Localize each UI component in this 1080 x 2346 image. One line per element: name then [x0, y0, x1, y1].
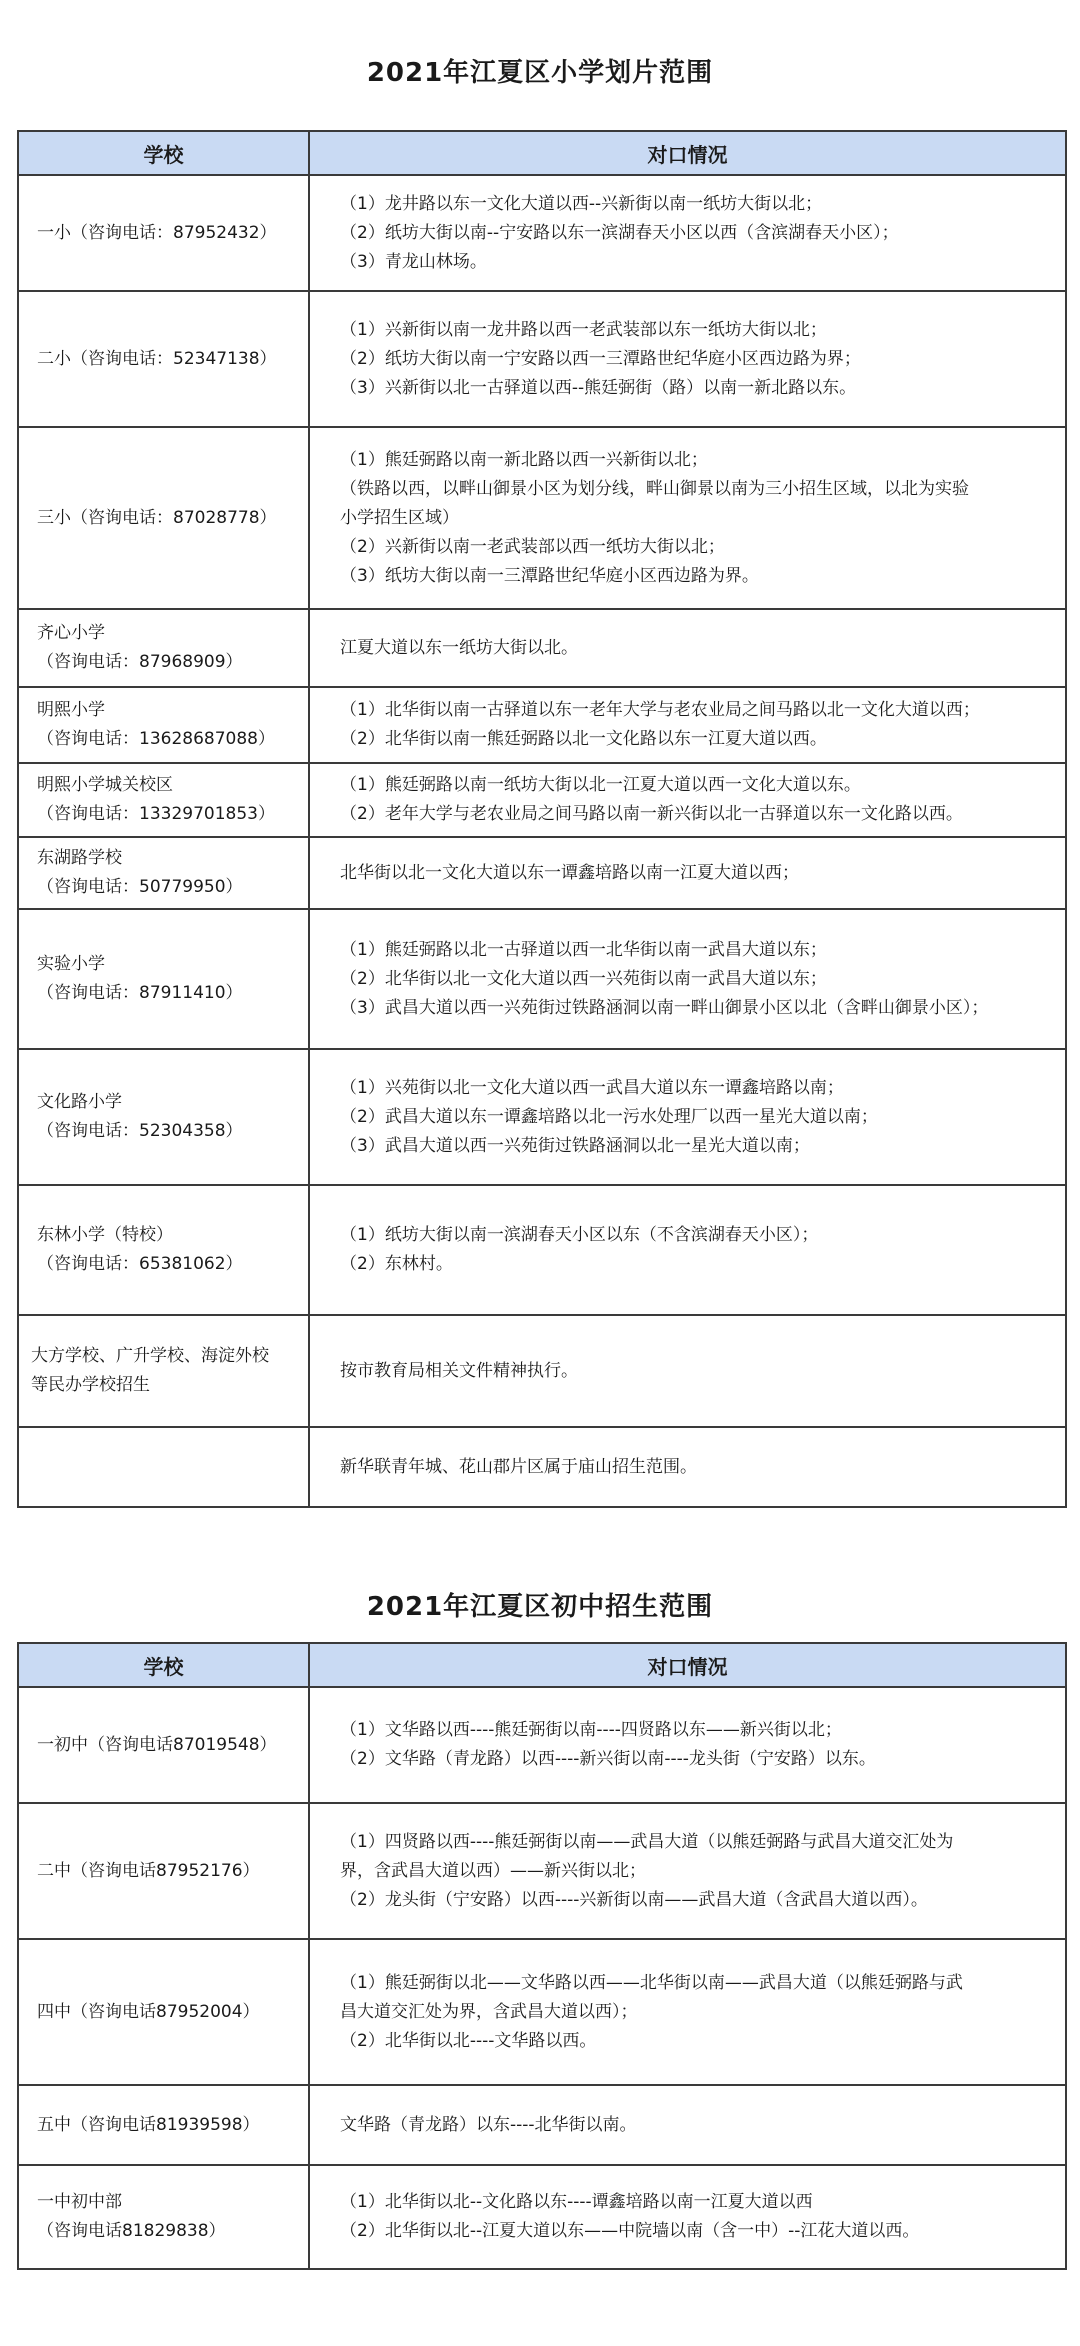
school-name: 文化路小学 — [37, 1092, 122, 1112]
school-cell — [18, 2165, 309, 2269]
school-cell — [18, 837, 309, 909]
school-name: 三小（咨询电话：87028778） — [37, 507, 277, 528]
table-row — [18, 2085, 1066, 2165]
school-name: 二小（咨询电话：52347138） — [37, 348, 277, 369]
range-cell — [309, 763, 1066, 837]
table-row — [18, 1315, 1066, 1427]
school-phone: （咨询电话：87968909） — [37, 652, 243, 672]
table-row — [18, 291, 1066, 427]
range-line: （1）纸坊大街以南一滨湖春天小区以东（不含滨湖春天小区）； — [340, 1225, 819, 1245]
range-line: （1）熊廷弼路以北一古驿道以西一北华街以南一武昌大道以东； — [340, 939, 827, 960]
range-cell — [309, 909, 1066, 1049]
range-line: （2）武昌大道以东一谭鑫培路以北一污水处理厂以西一星光大道以南； — [340, 1106, 878, 1127]
middle-table — [17, 1642, 1067, 2270]
table-row — [18, 609, 1066, 687]
school-name: 一初中（咨询电话87019548） — [37, 1734, 277, 1755]
table-row — [18, 1687, 1066, 1803]
school-name: 一小（咨询电话：87952432） — [37, 222, 277, 243]
school-phone: （咨询电话：13628687088） — [37, 729, 275, 749]
range-line: （3）武昌大道以西一兴苑街过铁路涵洞以南一畔山御景小区以北（含畔山御景小区）； — [340, 997, 989, 1018]
table-row — [18, 1939, 1066, 2085]
school-name: 实验小学 — [37, 954, 105, 974]
range-line: （2）老年大学与老农业局之间马路以南一新兴街以北一古驿道以东一文化路以西。 — [340, 804, 963, 824]
range-cell — [309, 687, 1066, 763]
range-line: 昌大道交汇处为界，含武昌大道以西）； — [340, 2001, 638, 2022]
school-name: 东湖路学校 — [37, 848, 122, 868]
range-cell — [309, 1687, 1066, 1803]
table-row — [18, 1049, 1066, 1185]
school-name: 五中（咨询电话81939598） — [37, 2114, 260, 2135]
school-cell — [18, 175, 309, 291]
school-phone: （咨询电话：87911410） — [37, 983, 243, 1003]
middle-header-row — [18, 1643, 1066, 1687]
range-line: （2）文华路（青龙路）以西----新兴街以南----龙头街（宁安路）以东。 — [340, 1749, 876, 1769]
school-phone: （咨询电话：65381062） — [37, 1254, 243, 1274]
middle-title: 2021年江夏区初中招生范围 — [366, 1592, 714, 1622]
table-row — [18, 427, 1066, 609]
range-line: （1）四贤路以西----熊廷弼街以南——武昌大道（以熊廷弼路与武昌大道交汇处为 — [340, 1831, 954, 1852]
school-cell — [18, 291, 309, 427]
school-name: 一中初中部 — [37, 2192, 122, 2212]
range-line: （1）北华街以南一古驿道以东一老年大学与老农业局之间马路以北一文化大道以西； — [340, 700, 980, 720]
table-row — [18, 1427, 1066, 1507]
table-row — [18, 2165, 1066, 2269]
school-cell — [18, 687, 309, 763]
range-cell — [309, 1803, 1066, 1939]
table-row — [18, 837, 1066, 909]
range-line: 文华路（青龙路）以东----北华街以南。 — [340, 2114, 637, 2135]
range-cell — [309, 175, 1066, 291]
school-name: 大方学校、广升学校、海淀外校 — [31, 1346, 269, 1366]
range-cell — [309, 291, 1066, 427]
primary-table — [17, 130, 1067, 1508]
school-cell — [18, 1803, 309, 1939]
school-phone: （咨询电话：13329701853） — [37, 804, 275, 824]
school-cell — [18, 427, 309, 609]
range-cell — [309, 1939, 1066, 2085]
range-line: （2）北华街以南一熊廷弼路以北一文化路以东一江夏大道以西。 — [340, 729, 827, 749]
range-line: （2）兴新街以南一老武装部以西一纸坊大街以北； — [340, 536, 725, 557]
range-line: （3）青龙山林场。 — [340, 251, 487, 272]
table-row — [18, 909, 1066, 1049]
school-cell — [18, 1185, 309, 1315]
school-name: 东林小学（特校） — [37, 1225, 173, 1245]
range-line: （3）兴新街以北一古驿道以西--熊廷弼街（路）以南一新北路以东。 — [340, 377, 857, 398]
school-cell — [18, 1939, 309, 2085]
table-row — [18, 1803, 1066, 1939]
range-line: （1）熊廷弼街以北——文华路以西——北华街以南——武昌大道（以熊廷弼路与武 — [340, 1972, 963, 1993]
school-cell — [18, 909, 309, 1049]
school-name: 二中（咨询电话87952176） — [37, 1860, 260, 1881]
school-name: 明熙小学城关校区 — [37, 775, 173, 795]
range-line: （1）文华路以西----熊廷弼街以南----四贤路以东——新兴街以北； — [340, 1720, 842, 1740]
range-cell — [309, 609, 1066, 687]
school-phone: （咨询电话：52304358） — [37, 1121, 243, 1141]
range-line: （1）熊廷弼路以南一纸坊大街以北一江夏大道以西一文化大道以东。 — [340, 775, 861, 795]
range-line: （1）龙井路以东一文化大道以西--兴新街以南一纸坊大街以北； — [340, 193, 823, 214]
school-name: 四中（咨询电话87952004） — [37, 2001, 260, 2022]
header-range: 对口情况 — [309, 1643, 1066, 1687]
school-cell — [18, 1315, 309, 1427]
range-line: （3）武昌大道以西一兴苑街过铁路涵洞以北一星光大道以南； — [340, 1135, 810, 1156]
range-line: （2）北华街以北--江夏大道以东——中院墙以南（含一中）--江花大道以西。 — [340, 2221, 920, 2241]
range-line: （2）北华街以北一文化大道以西一兴苑街以南一武昌大道以东； — [340, 968, 827, 989]
range-line: 按市教育局相关文件精神执行。 — [340, 1360, 578, 1381]
range-cell — [309, 2165, 1066, 2269]
range-line: （3）纸坊大街以南一三潭路世纪华庭小区西边路为界。 — [340, 565, 759, 586]
range-cell — [309, 837, 1066, 909]
range-line: （2）龙头街（宁安路）以西----兴新街以南——武昌大道（含武昌大道以西）。 — [340, 1889, 928, 1910]
range-line: 北华街以北一文化大道以东一谭鑫培路以南一江夏大道以西； — [340, 862, 799, 883]
range-line: （铁路以西，以畔山御景小区为划分线，畔山御景以南为三小招生区域，以北为实验 — [340, 478, 969, 499]
range-line: （2）纸坊大街以南--宁安路以东一滨湖春天小区以西（含滨湖春天小区）； — [340, 222, 899, 243]
school-cell — [18, 1049, 309, 1185]
range-line: 小学招生区域） — [340, 507, 459, 528]
school-name: 齐心小学 — [37, 623, 105, 643]
range-line: （1）北华街以北--文化路以东----谭鑫培路以南一江夏大道以西 — [340, 2192, 813, 2212]
range-line: （1）熊廷弼路以南一新北路以西一兴新街以北； — [340, 449, 708, 470]
range-line: 界，含武昌大道以西）——新兴街以北； — [340, 1860, 646, 1881]
header-school: 学校 — [18, 1643, 309, 1687]
table-row — [18, 1185, 1066, 1315]
range-line: （1）兴新街以南一龙井路以西一老武装部以东一纸坊大街以北； — [340, 319, 827, 340]
school-phone: （咨询电话81829838） — [37, 2221, 226, 2241]
primary-header-row — [18, 131, 1066, 175]
school-cell — [18, 1687, 309, 1803]
school-name-cont: 等民办学校招生 — [31, 1375, 150, 1395]
school-phone: （咨询电话：50779950） — [37, 877, 243, 897]
primary-title: 2021年江夏区小学划片范围 — [366, 58, 714, 88]
header-range: 对口情况 — [309, 131, 1066, 175]
range-line: （2）纸坊大街以南一宁安路以西一三潭路世纪华庭小区西边路为界； — [340, 348, 861, 369]
school-cell-empty — [18, 1427, 309, 1507]
header-school: 学校 — [18, 131, 309, 175]
range-line: 江夏大道以东一纸坊大街以北。 — [340, 637, 578, 658]
range-line: （2）北华街以北----文华路以西。 — [340, 2030, 597, 2051]
range-cell — [309, 2085, 1066, 2165]
school-cell — [18, 2085, 309, 2165]
range-cell — [309, 1427, 1066, 1507]
school-cell — [18, 763, 309, 837]
range-line: （2）东林村。 — [340, 1254, 453, 1274]
school-cell — [18, 609, 309, 687]
range-cell — [309, 427, 1066, 609]
range-cell — [309, 1185, 1066, 1315]
range-cell — [309, 1049, 1066, 1185]
range-cell — [309, 1315, 1066, 1427]
range-line: （1）兴苑街以北一文化大道以西一武昌大道以东一谭鑫培路以南； — [340, 1077, 844, 1098]
table-row — [18, 687, 1066, 763]
school-name: 明熙小学 — [37, 700, 105, 720]
table-row — [18, 763, 1066, 837]
table-row — [18, 175, 1066, 291]
range-line: 新华联青年城、花山郡片区属于庙山招生范围。 — [340, 1456, 697, 1477]
